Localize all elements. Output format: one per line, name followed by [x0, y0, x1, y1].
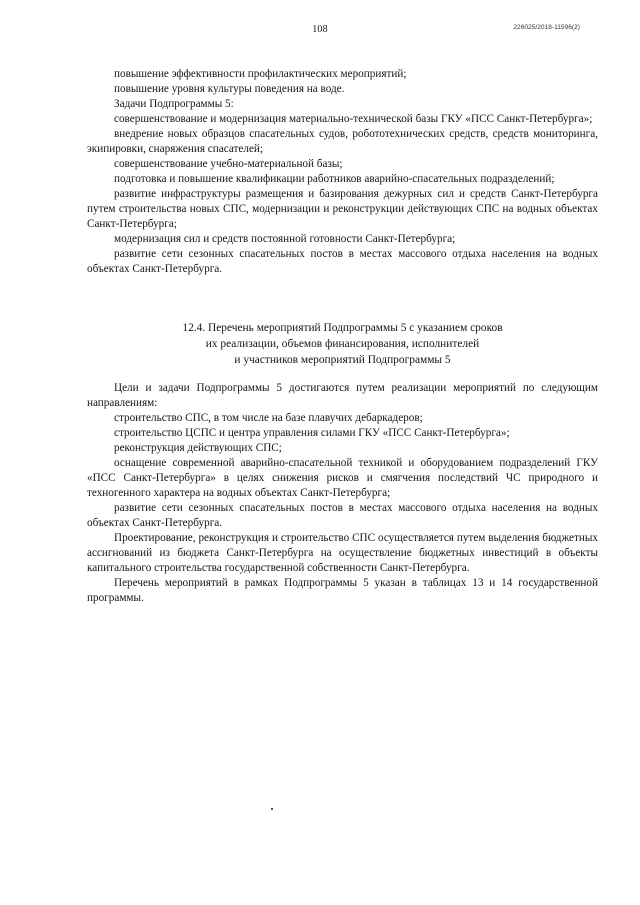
- paragraph: развитие инфраструктуры размещения и базирования дежурных сил и средств Санкт-Петербурга путем строительства новых СПС, модернизации и реконструкции действующих СПС на водных объектах Санкт-Петербурга;: [87, 188, 598, 230]
- paragraph: реконструкция действующих СПС;: [114, 442, 282, 454]
- paragraph: Задачи Подпрограммы 5:: [114, 98, 234, 110]
- section-goals-tasks: [87, 67, 598, 277]
- paragraph: оснащение современной аварийно-спасательной техникой и оборудованием подразделений ГКУ «ПСС Санкт-Петербурга» в целях снижения рисков и смягчения последствий ЧС природного и техногенного характера на водных объектах Санкт-Петербурга;: [87, 457, 598, 499]
- section-heading-line: 12.4. Перечень мероприятий Подпрограммы 5 с указанием сроков: [182, 322, 503, 334]
- section-heading-line: и участников мероприятий Подпрограммы 5: [234, 354, 451, 366]
- paragraph: совершенствование и модернизация материально-технической базы ГКУ «ПСС Санкт-Петербурга»;: [114, 113, 593, 125]
- paragraph: Перечень мероприятий в рамках Подпрограммы 5 указан в таблицах 13 и 14 государственной программы.: [87, 577, 598, 604]
- paragraph: повышение эффективности профилактических мероприятий;: [114, 68, 407, 80]
- paragraph: подготовка и повышение квалификации работников аварийно-спасательных подразделений;: [114, 173, 555, 185]
- paragraph: совершенствование учебно-материальной базы;: [114, 158, 343, 170]
- paragraph: модернизация сил и средств постоянной готовности Санкт-Петербурга;: [114, 233, 456, 245]
- section-heading: [87, 320, 598, 368]
- section-directions: [87, 381, 598, 606]
- paragraph: развитие сети сезонных спасательных постов в местах массового отдыха населения на водных объектах Санкт-Петербурга.: [87, 502, 598, 529]
- scan-speck: [271, 808, 273, 810]
- document-id: 226025/2018-11596(2): [513, 24, 580, 31]
- paragraph: строительство ЦСПС и центра управления силами ГКУ «ПСС Санкт-Петербурга»;: [114, 427, 510, 439]
- paragraph: строительство СПС, в том числе на базе плавучих дебаркадеров;: [114, 412, 423, 424]
- paragraph: Проектирование, реконструкция и строительство СПС осуществляется путем выделения бюджетных ассигнований из бюджета Санкт-Петербурга на осуществление бюджетных инвестиций в объекты капитального строительства государственной собственности Санкт-Петербурга.: [87, 532, 598, 574]
- paragraph: повышение уровня культуры поведения на воде.: [114, 83, 345, 95]
- paragraph: развитие сети сезонных спасательных постов в местах массового отдыха населения на водных объектах Санкт-Петербурга.: [87, 248, 598, 275]
- section-heading-line: их реализации, объемов финансирования, исполнителей: [205, 338, 480, 350]
- paragraph: Цели и задачи Подпрограммы 5 достигаются путем реализации мероприятий по следующим направлениям:: [87, 382, 598, 409]
- paragraph: внедрение новых образцов спасательных судов, робототехнических средств, средств мониторинга, экипировки, снаряжения спасателей;: [87, 128, 598, 155]
- page-number: 108: [312, 24, 328, 35]
